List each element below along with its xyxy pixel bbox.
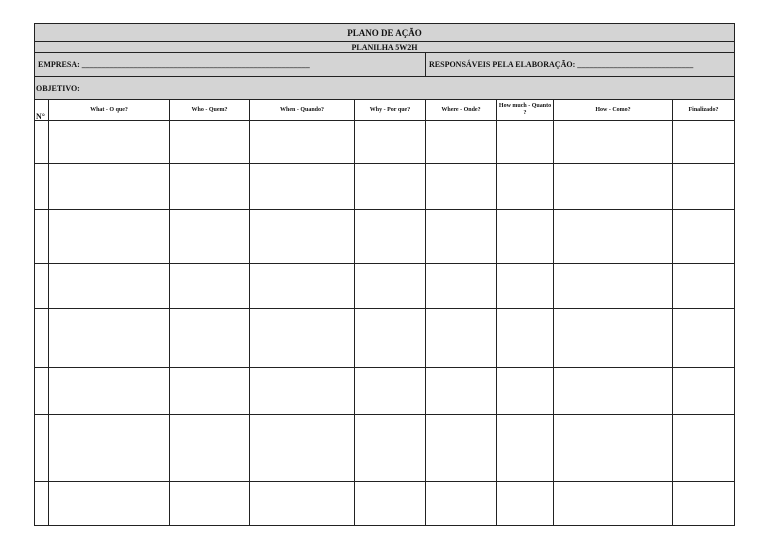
- table-cell[interactable]: [170, 415, 250, 482]
- table-cell[interactable]: [250, 264, 355, 309]
- table-cell[interactable]: [49, 210, 170, 264]
- table-cell[interactable]: [497, 121, 554, 164]
- table-cell[interactable]: [250, 164, 355, 210]
- table-cell[interactable]: [49, 164, 170, 210]
- table-cell[interactable]: [554, 164, 673, 210]
- table-cell[interactable]: [355, 264, 426, 309]
- column-header-who: Who - Quem?: [170, 100, 250, 121]
- table-cell[interactable]: [426, 309, 497, 368]
- table-cell[interactable]: [426, 368, 497, 415]
- table-cell[interactable]: [49, 482, 170, 526]
- table-cell[interactable]: [355, 368, 426, 415]
- table-cell[interactable]: [426, 210, 497, 264]
- table-cell[interactable]: [170, 368, 250, 415]
- column-header-finalized: Finalizado?: [673, 100, 735, 121]
- column-header-when: When - Quando?: [250, 100, 355, 121]
- table-cell[interactable]: [497, 482, 554, 526]
- table-cell[interactable]: [35, 210, 49, 264]
- table-cell[interactable]: [554, 309, 673, 368]
- table-cell[interactable]: [673, 210, 735, 264]
- document-title: PLANO DE AÇÃO: [35, 24, 735, 42]
- table-cell[interactable]: [673, 264, 735, 309]
- table-cell[interactable]: [355, 164, 426, 210]
- table-cell[interactable]: [554, 415, 673, 482]
- table-row: [35, 264, 735, 309]
- table-cell[interactable]: [355, 482, 426, 526]
- table-cell[interactable]: [497, 210, 554, 264]
- table-cell[interactable]: [250, 210, 355, 264]
- table-cell[interactable]: [250, 368, 355, 415]
- table-cell[interactable]: [554, 121, 673, 164]
- table-cell[interactable]: [35, 309, 49, 368]
- table-cell[interactable]: [170, 264, 250, 309]
- table-cell[interactable]: [355, 415, 426, 482]
- table-cell[interactable]: [426, 164, 497, 210]
- action-plan-table: [34, 23, 735, 526]
- table-cell[interactable]: [35, 482, 49, 526]
- column-header-how-much: How much - Quanto ?: [497, 100, 554, 121]
- table-cell[interactable]: [673, 482, 735, 526]
- table-cell[interactable]: [49, 121, 170, 164]
- table-cell[interactable]: [35, 164, 49, 210]
- table-cell[interactable]: [35, 121, 49, 164]
- document-subtitle: PLANILHA 5W2H: [35, 42, 735, 53]
- table-cell[interactable]: [35, 264, 49, 309]
- responsible-field[interactable]: RESPONSÁVEIS PELA ELABORAÇÃO: _____________________________: [426, 53, 735, 77]
- table-cell[interactable]: [170, 121, 250, 164]
- table-cell[interactable]: [49, 368, 170, 415]
- table-cell[interactable]: [554, 210, 673, 264]
- table-cell[interactable]: [554, 264, 673, 309]
- column-header-what: What - O que?: [49, 100, 170, 121]
- table-cell[interactable]: [170, 164, 250, 210]
- table-cell[interactable]: [673, 368, 735, 415]
- column-header-why: Why - Por que?: [355, 100, 426, 121]
- column-header-number: N°: [35, 100, 49, 121]
- table-cell[interactable]: [673, 309, 735, 368]
- table-row: [35, 415, 735, 482]
- column-header-row: [35, 100, 735, 121]
- table-cell[interactable]: [250, 482, 355, 526]
- table-cell[interactable]: [170, 482, 250, 526]
- objective-field[interactable]: OBJETIVO:: [35, 77, 735, 100]
- table-row: [35, 482, 735, 526]
- table-cell[interactable]: [250, 121, 355, 164]
- table-cell[interactable]: [426, 264, 497, 309]
- table-cell[interactable]: [49, 264, 170, 309]
- table-cell[interactable]: [35, 368, 49, 415]
- table-cell[interactable]: [49, 309, 170, 368]
- table-cell[interactable]: [554, 368, 673, 415]
- table-row: [35, 164, 735, 210]
- table-cell[interactable]: [673, 121, 735, 164]
- table-cell[interactable]: [554, 482, 673, 526]
- table-cell[interactable]: [497, 309, 554, 368]
- table-cell[interactable]: [250, 309, 355, 368]
- table-cell[interactable]: [49, 415, 170, 482]
- table-cell[interactable]: [673, 164, 735, 210]
- table-cell[interactable]: [426, 121, 497, 164]
- table-cell[interactable]: [355, 210, 426, 264]
- column-header-how: How - Como?: [554, 100, 673, 121]
- table-cell[interactable]: [497, 368, 554, 415]
- table-cell[interactable]: [170, 210, 250, 264]
- table-row: [35, 368, 735, 415]
- action-plan-sheet: [34, 23, 734, 526]
- table-row: [35, 309, 735, 368]
- table-cell[interactable]: [497, 415, 554, 482]
- table-cell[interactable]: [426, 415, 497, 482]
- table-cell[interactable]: [170, 309, 250, 368]
- table-row: [35, 210, 735, 264]
- table-cell[interactable]: [497, 164, 554, 210]
- table-cell[interactable]: [497, 264, 554, 309]
- table-cell[interactable]: [250, 415, 355, 482]
- table-cell[interactable]: [355, 121, 426, 164]
- table-cell[interactable]: [355, 309, 426, 368]
- table-row: [35, 121, 735, 164]
- table-cell[interactable]: [673, 415, 735, 482]
- table-cell[interactable]: [426, 482, 497, 526]
- column-header-where: Where - Onde?: [426, 100, 497, 121]
- company-field[interactable]: EMPRESA: _________________________________________________________: [35, 53, 426, 77]
- table-cell[interactable]: [35, 415, 49, 482]
